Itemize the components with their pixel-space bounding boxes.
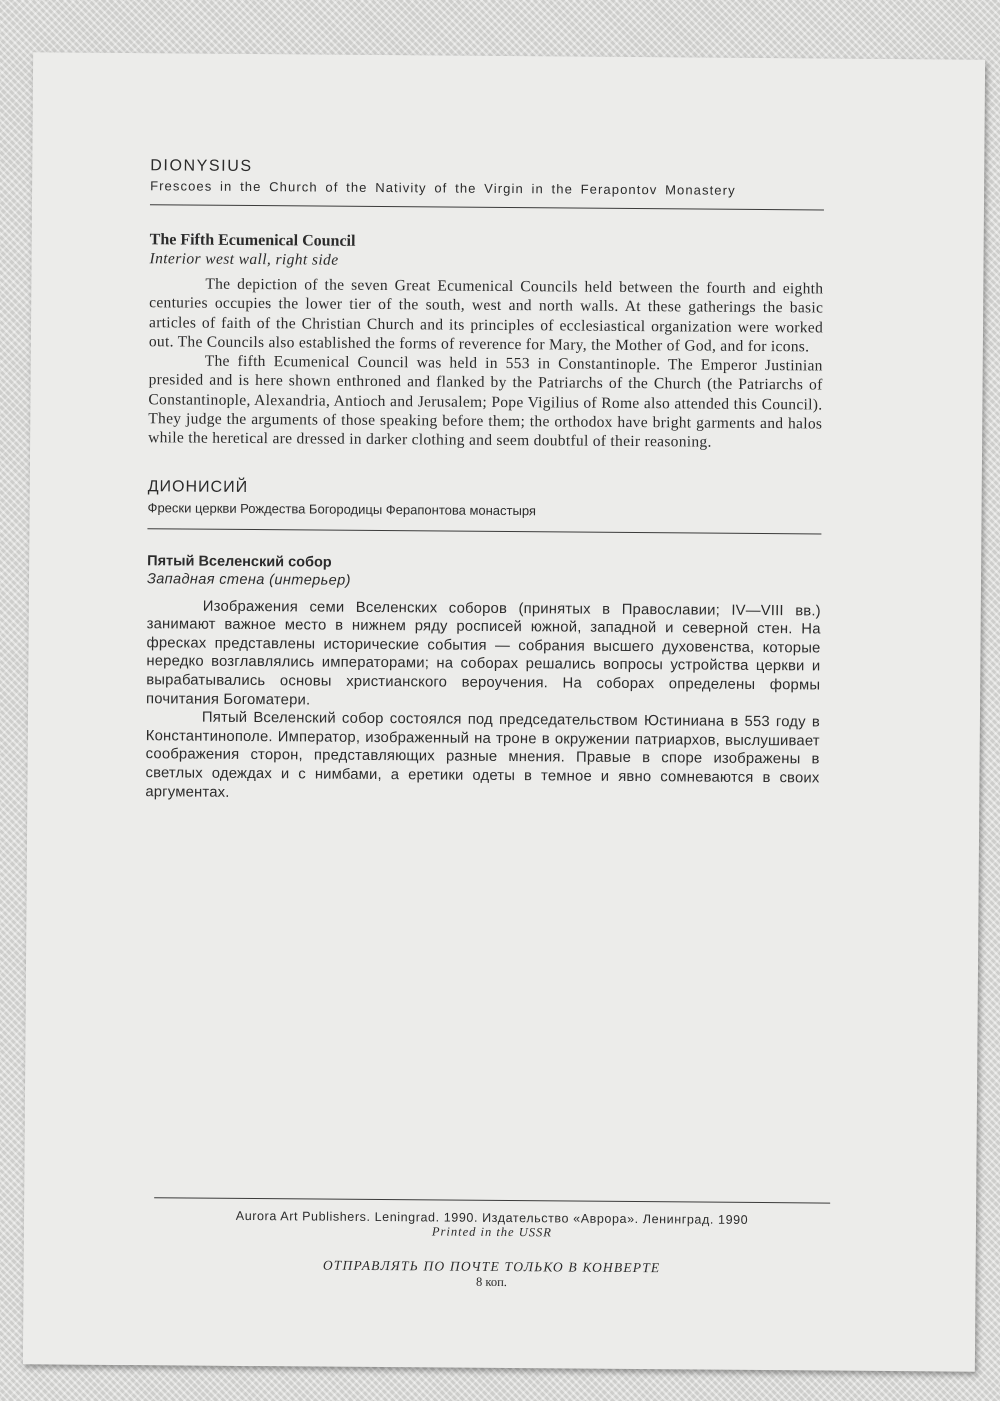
postcard-back	[23, 52, 985, 1371]
publisher-footer	[153, 1197, 830, 1292]
russian-subtitle: Западная стена (интерьер)	[146, 570, 351, 589]
artwork-location: Frescoes in the Church of the Nativity of the Virgin in the Ferapontov Monastery	[150, 178, 736, 198]
price-label: 8 коп.	[476, 1274, 508, 1290]
russian-paragraph: Изображения семи Вселенских соборов (принятых в Православии; IV—VIII вв.) занимают важное место в нижнем ряду росписей южной, западной и северной стен. На фресках представлены исторические события — собрания высшего духовенства, которые нередко возглавлялись императорами; на соборах решались вопросы устройства церкви и вырабатывались основы христианского вероучения. На соборах определены формы почитания Богоматери.	[146, 598, 821, 709]
english-subtitle: Interior west wall, right side	[149, 250, 339, 269]
artist-title: DIONYSIUS	[150, 157, 253, 176]
publisher-line: Aurora Art Publishers. Leningrad. 1990. Издательство «Аврора». Ленинград. 1990	[235, 1208, 749, 1227]
english-paragraph: The fifth Ecumenical Council was held in 553 in Constantinople. The Emperor Justinian presided and is here shown enthroned and flanked by the Patriarchs of the Church (the Patriarchs of Constantinople, Alexandria, Antioch and Jerusalem; Pope Vigilius of Rome also attended this Council). They judge the arguments of those speaking before them; the orthodox have bright garments and halos while the heretical are dressed in darker clothing and seem doubtful of their reasoning.	[148, 352, 823, 451]
russian-artwork-location: Фрески церкви Рождества Богородицы Ферапонтова монастыря	[147, 499, 537, 518]
english-paragraph: The depiction of the seven Great Ecumenical Councils held between the fourth and eighth centuries occupies the lower tier of the south, west and north walls. At these gatherings the basic articles of faith of the Christian Church and its principles of ecclesiastical organization were worked out. The Councils also established the forms of reverence for Mary, the Mother of God, and for icons.	[148, 275, 824, 356]
english-title: The Fifth Ecumenical Council	[149, 231, 356, 250]
russian-paragraph: Пятый Вселенский собор состоялся под председательством Юстиниана в 553 году в Константинополе. Император, изображенный на троне в окружении патриархов, выслушивает соображения сторон, представляющих разные мнения. Правые в споре изображены в светлых одеждах и с нимбами, а еретики одеты в темное и явно сомневаются в своих аргументах.	[145, 709, 820, 801]
footer-divider	[154, 1197, 830, 1203]
text-block	[145, 157, 824, 806]
russian-artist-title: ДИОНИСИЙ	[147, 477, 249, 496]
printed-in-line: Printed in the USSR	[431, 1224, 552, 1240]
postal-note: ОТПРАВЛЯТЬ ПО ПОЧТЕ ТОЛЬКО В КОНВЕРТЕ	[322, 1257, 661, 1276]
russian-title: Пятый Вселенский собор	[147, 552, 332, 571]
